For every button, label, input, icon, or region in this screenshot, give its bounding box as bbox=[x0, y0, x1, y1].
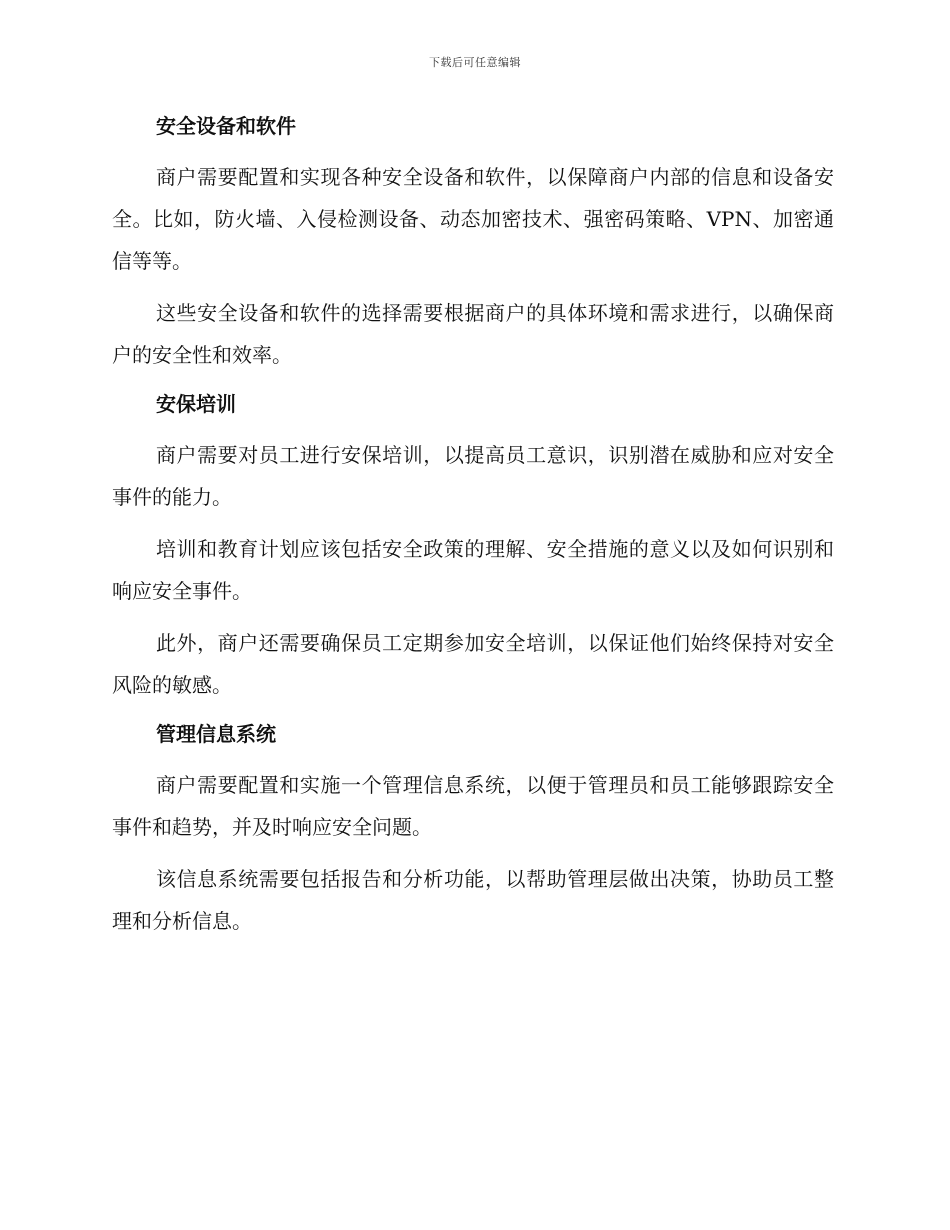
paragraph: 这些安全设备和软件的选择需要根据商户的具体环境和需求进行，以确保商户的安全性和效率。 bbox=[112, 301, 834, 367]
document-body bbox=[112, 108, 834, 942]
section-security-training bbox=[112, 386, 834, 716]
paragraph: 培训和教育计划应该包括安全政策的理解、安全措施的意义以及如何识别和响应安全事件。 bbox=[112, 537, 834, 603]
paragraph: 商户需要配置和实现各种安全设备和软件，以保障商户内部的信息和设备安全。比如，防火墙、入侵检测设备、动态加密技术、强密码策略、VPN、加密通信等等。 bbox=[112, 165, 834, 273]
section-heading: 安保培训 bbox=[156, 392, 236, 416]
section-heading: 安全设备和软件 bbox=[156, 114, 296, 138]
paragraph: 此外，商户还需要确保员工定期参加安全培训，以保证他们始终保持对安全风险的敏感。 bbox=[112, 631, 834, 697]
section-management-info-system bbox=[112, 716, 834, 942]
paragraph: 商户需要配置和实施一个管理信息系统，以便于管理员和员工能够跟踪安全事件和趋势，并及时响应安全问题。 bbox=[112, 773, 834, 839]
paragraph: 该信息系统需要包括报告和分析功能，以帮助管理层做出决策，协助员工整理和分析信息。 bbox=[112, 867, 834, 933]
header-note: 下载后可任意编辑 bbox=[429, 56, 521, 69]
paragraph: 商户需要对员工进行安保培训，以提高员工意识，识别潜在威胁和应对安全事件的能力。 bbox=[112, 443, 834, 509]
section-heading: 管理信息系统 bbox=[156, 722, 276, 746]
section-security-devices bbox=[112, 108, 834, 386]
